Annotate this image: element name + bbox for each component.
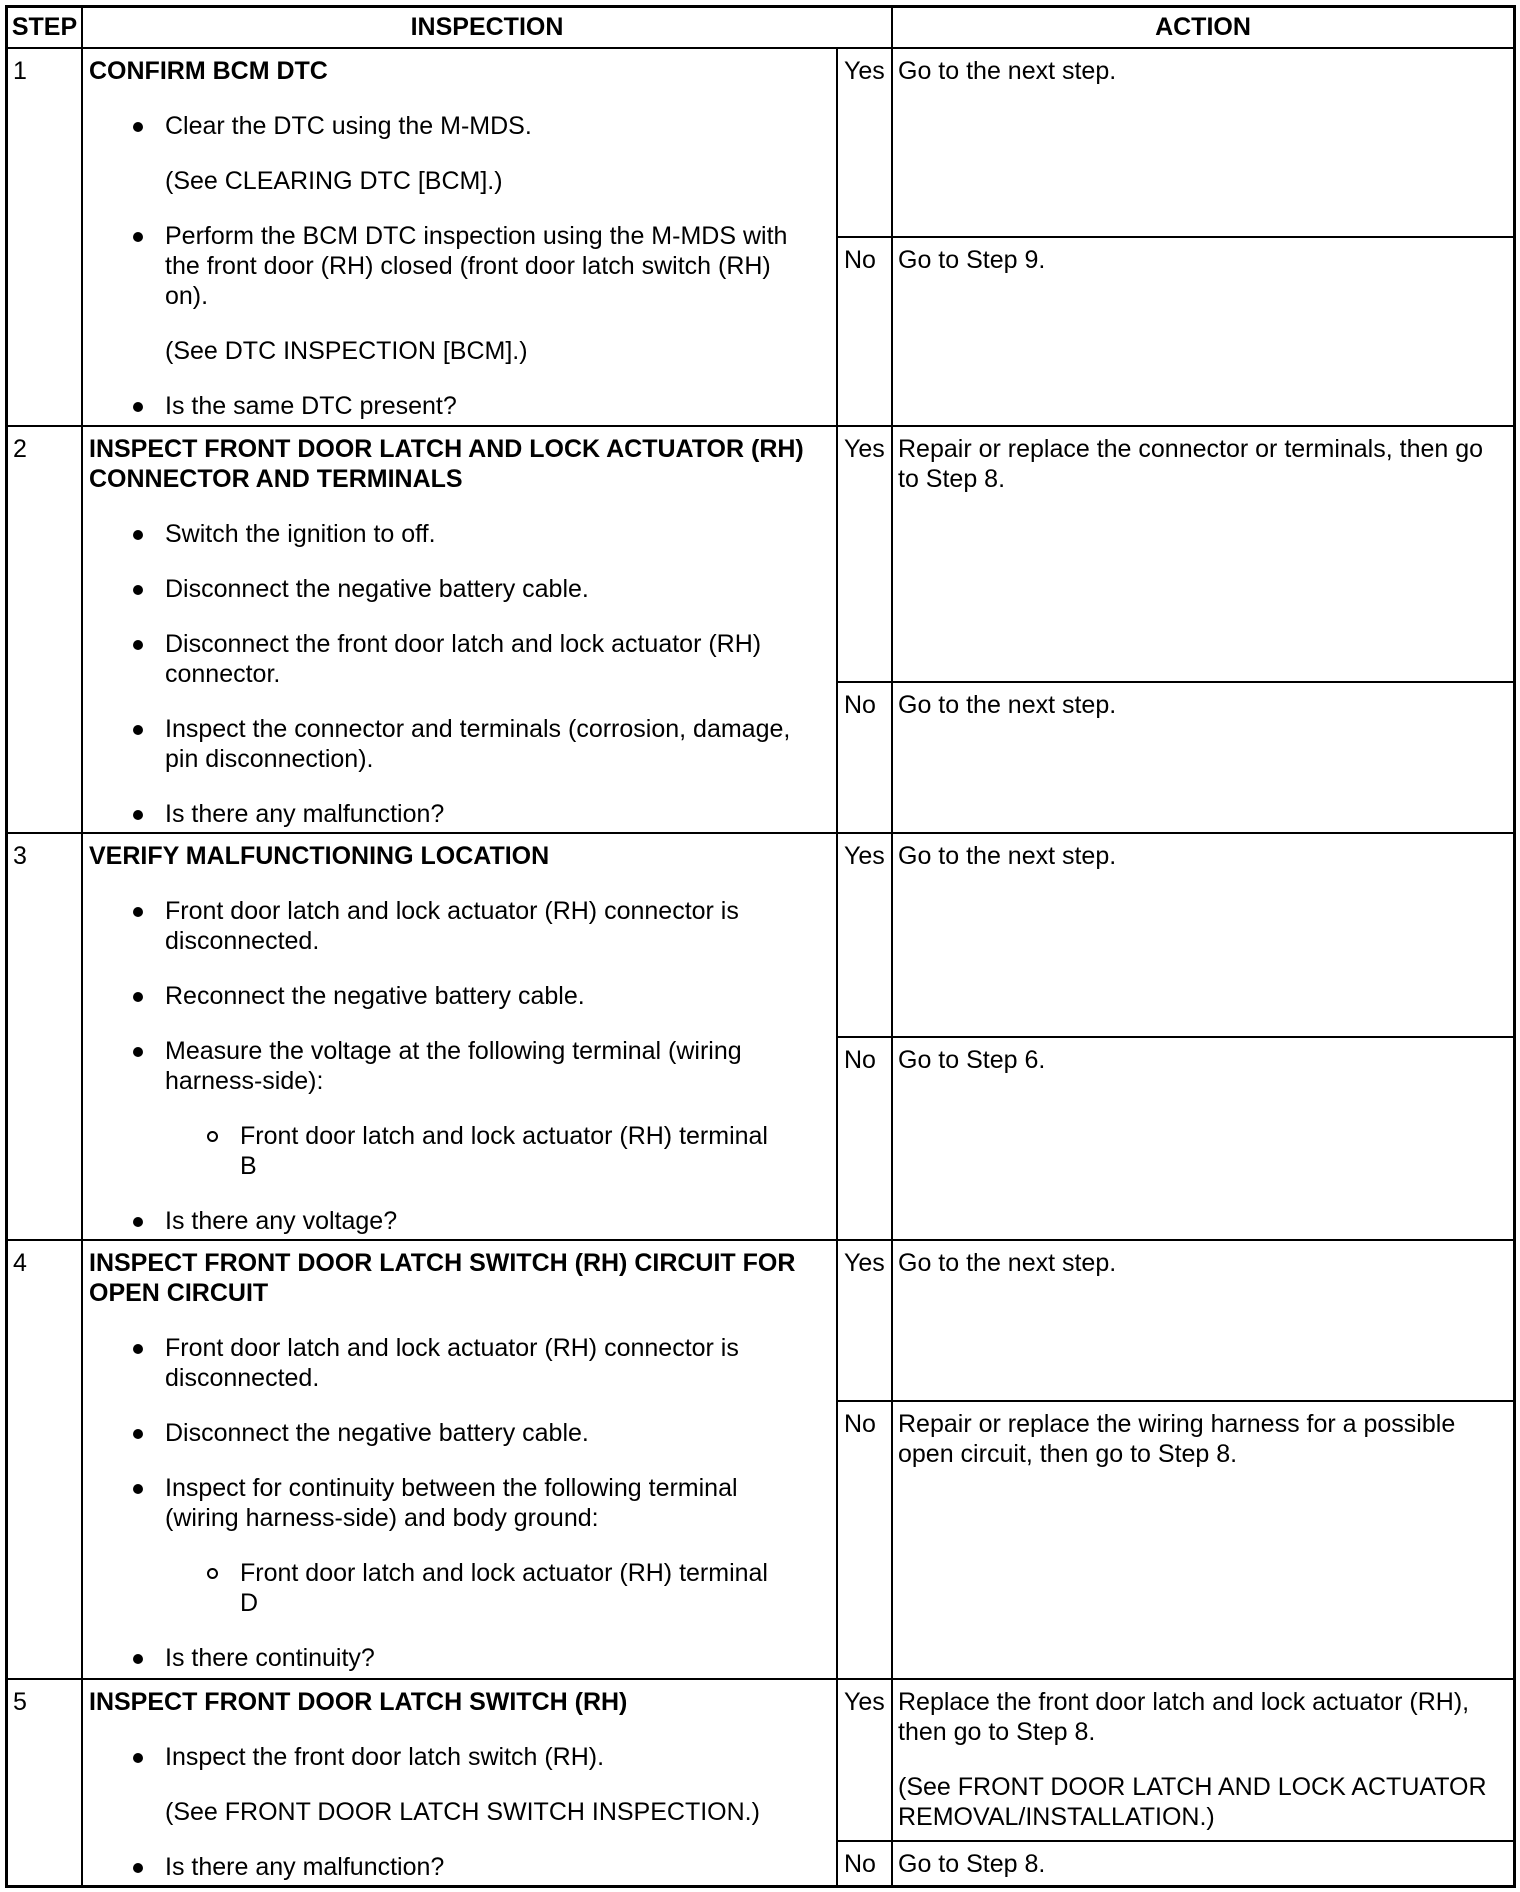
no-action [893,238,1513,275]
step-number: 2 [13,435,27,463]
action-text: Go to Step 9. [898,246,1046,274]
bullet-icon [133,810,143,820]
action-text: Go to the next step. [898,57,1117,85]
bullet-icon [133,992,143,1002]
bullet-item [89,896,836,956]
step-number: 4 [13,1249,27,1277]
step-number: 5 [13,1688,27,1716]
bullet-item [89,391,836,421]
open-circle-bullet-icon [207,1131,218,1142]
step-row-2 [0,427,1520,832]
bullet-item [89,221,836,311]
yes-label: Yes [844,435,885,463]
no-label: No [844,1410,876,1438]
header-action: ACTION [1155,13,1251,41]
yes-action [893,1241,1513,1278]
yes-label: Yes [844,57,885,85]
step-row-3 [0,834,1520,1239]
yes-label: Yes [844,1249,885,1277]
bullet-icon [133,1484,143,1494]
bullet-item [89,629,836,689]
no-branch [838,1038,1513,1239]
bullet-item [89,1473,836,1533]
inspection-cell [83,49,836,421]
action-text: Repair or replace the connector or terminals, then go to Step 8. [898,435,1484,493]
bullet-icon [133,1217,143,1227]
step-row-4 [0,1241,1520,1678]
no-branch [838,1842,1513,1885]
bullet-icon [133,530,143,540]
bullet-text: Is there any malfunction? [165,1853,445,1881]
bullet-item [89,1036,836,1096]
no-label: No [844,1850,876,1878]
header-inspection: INSPECTION [410,13,564,41]
inspection-cell [83,1241,836,1673]
bullet-icon [133,907,143,917]
bullet-item [89,111,836,141]
bullet-text: Inspect for continuity between the following terminal (wiring harness-side) and body ground: [165,1474,738,1532]
step-row-1 [0,49,1520,425]
no-action [893,1038,1513,1075]
sub-bullet-item [89,1121,836,1181]
open-circle-bullet-icon [207,1568,218,1579]
no-action [893,1402,1513,1469]
action-text: Go to Step 8. [898,1850,1046,1878]
yes-action [893,49,1513,86]
bullet-text: Clear the DTC using the M-MDS. [165,112,532,140]
bullet-text: Perform the BCM DTC inspection using the M-MDS with the front door (RH) closed (front door latch switch (RH) on). [165,222,788,310]
bullet-text: Disconnect the front door latch and lock actuator (RH) connector. [165,630,762,688]
no-branch [838,683,1513,832]
step-row-5 [0,1680,1520,1885]
inspection-heading: INSPECT FRONT DOOR LATCH SWITCH (RH) [89,1688,628,1716]
bullet-icon [133,402,143,412]
yes-label: Yes [844,842,885,870]
step-number: 3 [13,842,27,870]
no-label: No [844,1046,876,1074]
bullet-text: Disconnect the negative battery cable. [165,1419,589,1447]
no-label: No [844,246,876,274]
inspection-cell [83,1680,836,1882]
no-action [893,1842,1513,1879]
bullet-item [89,799,836,829]
action-text: Go to the next step. [898,1249,1117,1277]
inspection-heading: INSPECT FRONT DOOR LATCH SWITCH (RH) CIRCUIT FOR OPEN CIRCUIT [89,1249,796,1307]
action-text: Go to the next step. [898,842,1117,870]
reference-note: (See FRONT DOOR LATCH SWITCH INSPECTION.) [165,1798,760,1826]
bullet-text: Reconnect the negative battery cable. [165,982,585,1010]
bullet-text: Is there any malfunction? [165,800,445,828]
bullet-item [89,574,836,604]
bullet-text: Front door latch and lock actuator (RH) connector is disconnected. [165,1334,739,1392]
header-step: STEP [11,13,78,41]
bullet-text: Is there any voltage? [165,1207,398,1235]
bullet-item [89,1643,836,1673]
step-number: 1 [13,57,27,85]
bullet-text: Front door latch and lock actuator (RH) connector is disconnected. [165,897,739,955]
bullet-icon [133,1863,143,1873]
sub-bullet-item [89,1558,836,1618]
action-text: Replace the front door latch and lock actuator (RH), then go to Step 8. [898,1688,1470,1746]
no-branch [838,238,1513,425]
bullet-icon [133,122,143,132]
action-text: Go to Step 6. [898,1046,1046,1074]
sub-bullet-text: Front door latch and lock actuator (RH) terminal D [240,1559,768,1617]
action-text: Repair or replace the wiring harness for a possible open circuit, then go to Step 8. [898,1410,1456,1468]
action-reference-note: (See FRONT DOOR LATCH AND LOCK ACTUATOR REMOVAL/INSTALLATION.) [898,1773,1487,1831]
bullet-icon [133,1753,143,1763]
bullet-text: Disconnect the negative battery cable. [165,575,589,603]
bullet-text: Switch the ignition to off. [165,520,436,548]
no-label: No [844,691,876,719]
bullet-icon [133,725,143,735]
bullet-text: Inspect the front door latch switch (RH). [165,1743,605,1771]
reference-note: (See DTC INSPECTION [BCM].) [165,337,528,365]
yes-label: Yes [844,1688,885,1716]
bullet-item [89,1333,836,1393]
bullet-item [89,1852,836,1882]
yes-branch [838,834,1513,1036]
sub-bullet-text: Front door latch and lock actuator (RH) terminal B [240,1122,768,1180]
no-action [893,683,1513,720]
inspection-cell [83,427,836,829]
bullet-text: Measure the voltage at the following terminal (wiring harness-side): [165,1037,742,1095]
yes-action [893,834,1513,871]
bullet-item [89,1418,836,1448]
inspection-heading: CONFIRM BCM DTC [89,57,328,85]
bullet-item [89,1206,836,1236]
yes-branch [838,427,1513,681]
reference-note: (See CLEARING DTC [BCM].) [165,167,503,195]
bullet-text: Inspect the connector and terminals (corrosion, damage, pin disconnection). [165,715,791,773]
inspection-heading: INSPECT FRONT DOOR LATCH AND LOCK ACTUATOR (RH) CONNECTOR AND TERMINALS [89,435,804,493]
bullet-icon [133,232,143,242]
bullet-text: Is the same DTC present? [165,392,457,420]
bullet-icon [133,1654,143,1664]
inspection-cell [83,834,836,1236]
yes-branch [838,1680,1513,1840]
action-text: Go to the next step. [898,691,1117,719]
inspection-heading: VERIFY MALFUNCTIONING LOCATION [89,842,550,870]
bullet-icon [133,1344,143,1354]
yes-action [893,427,1513,494]
bullet-icon [133,640,143,650]
yes-branch [838,49,1513,236]
bullet-item [89,981,836,1011]
no-branch [838,1402,1513,1678]
bullet-item [89,1742,836,1772]
bullet-icon [133,1429,143,1439]
bullet-icon [133,585,143,595]
yes-action [893,1680,1513,1832]
bullet-icon [133,1047,143,1057]
yes-branch [838,1241,1513,1400]
bullet-item [89,519,836,549]
bullet-item [89,714,836,774]
bullet-text: Is there continuity? [165,1644,375,1672]
